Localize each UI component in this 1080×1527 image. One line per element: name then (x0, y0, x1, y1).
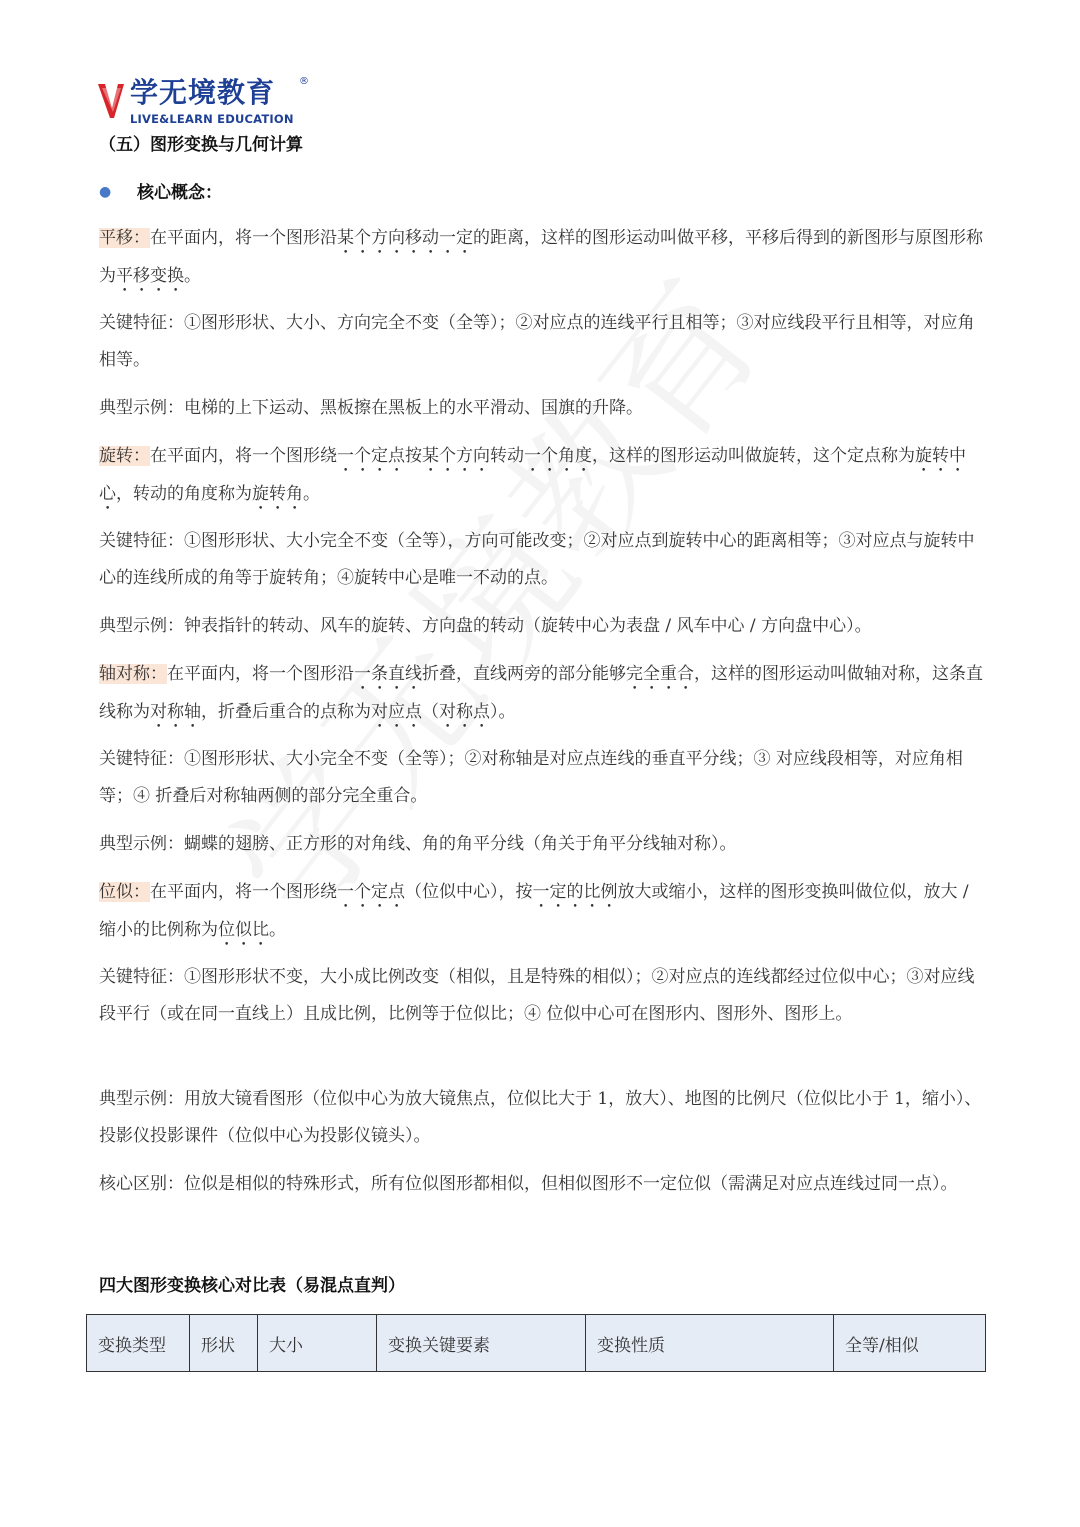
registered-mark: ® (299, 76, 309, 87)
emphasis-span: 位似比 (218, 920, 269, 940)
rotation-examples: 典型示例：钟表指针的转动、风车的旋转、方向盘的转动（旋转中心为表盘 / 风车中心 / 方向盘中心）。 (99, 616, 872, 636)
homothety-definition (99, 874, 989, 950)
text-span: 放大或缩小，这样的图形变换叫做位似，放大 / 缩小的比例称为 (99, 882, 969, 940)
emphasis-span: 一个定点 (337, 882, 405, 902)
homothety-features: 关键特征：①图形形状不变，大小成比例改变（相似，且是特殊的相似）；②对应点的连线都经过位似中心；③对应线段平行（或在同一直线上）且成比例，比例等于位似比；④ 位似中心可在图形内、图形外、图形上。 (99, 967, 975, 1024)
axial-examples: 典型示例：蝴蝶的翅膀、正方形的对角线、角的角平分线（角关于角平分线轴对称）。 (99, 834, 737, 854)
text-span: 折叠，直线两旁的部分能够 (422, 664, 626, 684)
header-congruent-similar: 全等/相似 (834, 1315, 986, 1372)
emphasis-span: 对称轴 (150, 702, 201, 722)
header-properties: 变换性质 (586, 1315, 834, 1372)
text-span: ，这样的图形运动叫做轴对称，这条直线称为 (99, 664, 983, 722)
text-span: 。 (303, 484, 320, 504)
emphasis-span: 一个定点 (337, 446, 405, 466)
text-span: 按 (405, 446, 422, 466)
comparison-table (86, 1314, 986, 1372)
term-rotation: 旋转： (99, 446, 150, 466)
emphasis-span: 平移变换 (116, 266, 184, 286)
text-span: 的距离，这样的图形运动叫做平移，平移后得到的新图形与原图形称为 (99, 228, 983, 286)
logo-mark-icon (96, 78, 126, 122)
section-title: （五）图形变换与几何计算 (99, 135, 303, 155)
bullet-icon: ● (99, 184, 112, 200)
core-difference: 核心区别：位似是相似的特殊形式，所有位似图形都相似，但相似图形不一定位似（需满足对应点连线过同一点）。 (99, 1174, 958, 1194)
emphasis-span: 一个角度 (524, 446, 592, 466)
text-span: ，转动的角度称为 (116, 484, 252, 504)
core-heading (99, 178, 222, 203)
translation-examples: 典型示例：电梯的上下运动、黑板擦在黑板上的水平滑动、国旗的升降。 (99, 398, 643, 418)
rotation-features: 关键特征：①图形形状、大小完全不变（全等），方向可能改变；②对应点到旋转中心的距离相等；③对应点与旋转中心的连线所成的角等于旋转角；④旋转中心是唯一不动的点。 (99, 531, 975, 588)
text-span: 在平面内，将一个图形绕 (150, 882, 337, 902)
emphasis-span: 旋转角 (252, 484, 303, 504)
text-span: 。 (269, 920, 286, 940)
text-span: ，折叠后重合的点称为 (201, 702, 371, 722)
emphasis-span: 完全重合 (626, 664, 694, 684)
homothety-examples: 典型示例：用放大镜看图形（位似中心为放大镜焦点，位似比大于 1，放大）、地图的比例尺（位似比小于 1，缩小）、投影仪投影课件（位似中心为投影仪镜头）。 (99, 1089, 982, 1146)
term-homothety: 位似： (99, 882, 150, 902)
emphasis-span: 一条直线 (354, 664, 422, 684)
emphasis-span: 某个方向移动一定 (337, 228, 473, 248)
term-translation: 平移： (99, 228, 150, 248)
header-shape: 形状 (190, 1315, 258, 1372)
header-key-elements: 变换关键要素 (377, 1315, 586, 1372)
translation-features: 关键特征：①图形形状、大小、方向完全不变（全等）；②对应点的连线平行且相等；③对应线段平行且相等，对应角相等。 (99, 313, 975, 370)
header-size: 大小 (258, 1315, 377, 1372)
text-span: 在平面内，将一个图形绕 (150, 446, 337, 466)
emphasis-span: 旋转中心 (99, 446, 966, 504)
brand-name: 学无境教育 (130, 76, 276, 109)
rotation-definition (99, 438, 989, 514)
emphasis-span: 对应点（对称点） (371, 702, 499, 722)
text-span: 。 (184, 266, 201, 286)
text-span: ，这样的图形运动叫做旋转，这个定点称为 (592, 446, 915, 466)
axial-definition (99, 656, 989, 732)
emphasis-span: 某个方向 (422, 446, 490, 466)
text-span: 转动 (490, 446, 524, 466)
term-axial-symmetry: 轴对称： (99, 664, 167, 684)
text-span: （位似中心），按 (405, 882, 533, 902)
text-span: 。 (498, 702, 516, 722)
text-span: 在平面内，将一个图形沿 (150, 228, 337, 248)
header-transform-type: 变换类型 (87, 1315, 190, 1372)
brand-subtitle: LIVE&LEARN EDUCATION (130, 112, 294, 126)
axial-features: 关键特征：①图形形状、大小完全不变（全等）；②对称轴是对应点连线的垂直平分线；③ 对应线段相等，对应角相等；④ 折叠后对称轴两侧的部分完全重合。 (99, 749, 963, 806)
table-header-row (87, 1315, 986, 1372)
emphasis-span: 一定的比例 (532, 882, 618, 902)
core-heading-text: 核心概念： (137, 183, 222, 203)
text-span: 在平面内，将一个图形沿 (167, 664, 354, 684)
brand-logo (96, 76, 326, 128)
translation-definition (99, 220, 989, 296)
table-title: 四大图形变换核心对比表（易混点直判） (99, 1276, 405, 1296)
